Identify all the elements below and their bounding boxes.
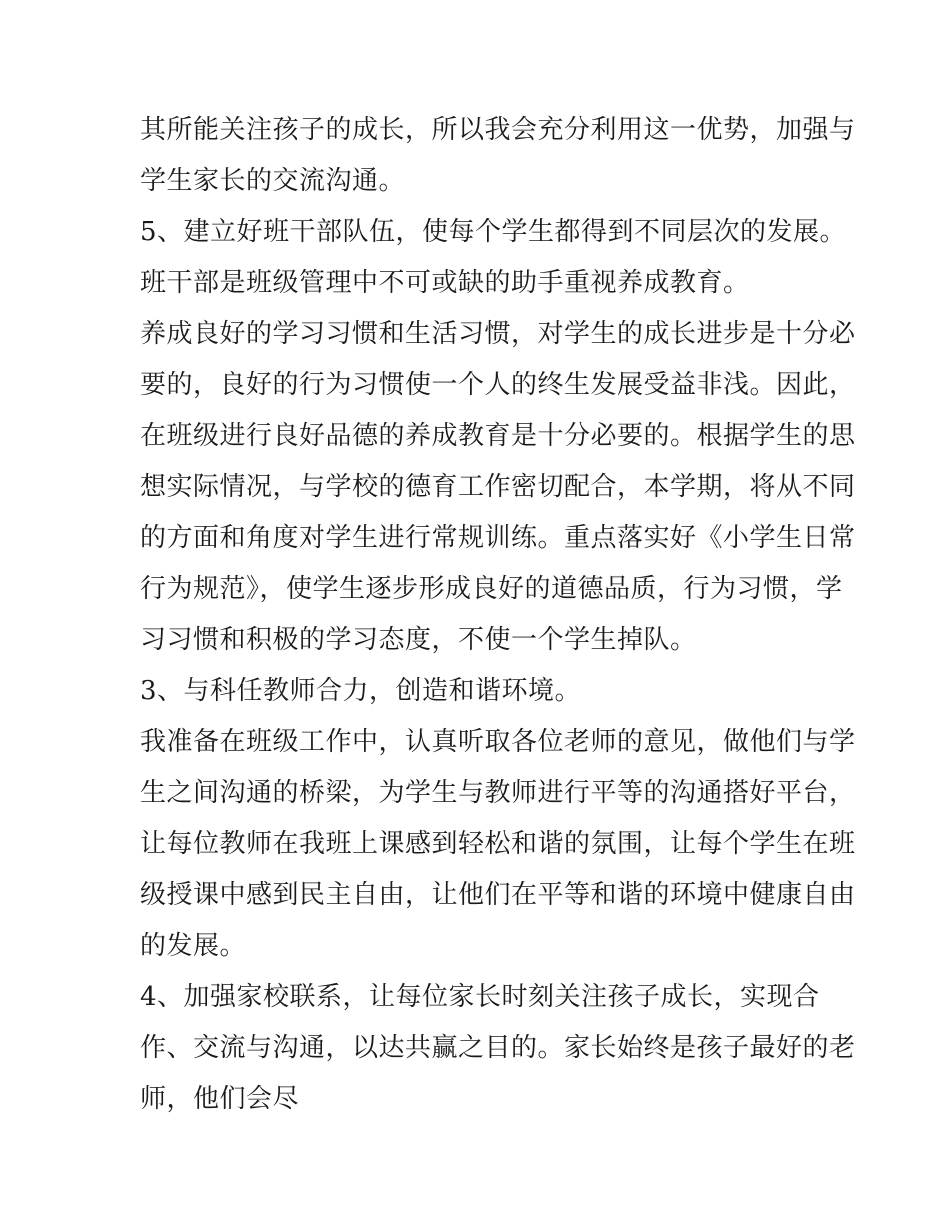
- text-line: 3、与科任教师合力，创造和谐环境。: [140, 676, 582, 706]
- text-line: 师，他们会尽: [140, 1084, 300, 1114]
- text-line: 学生家长的交流沟通。: [140, 166, 406, 196]
- text-line: 生之间沟通的桥梁，为学生与教师进行平等的沟通搭好平台，: [140, 778, 856, 808]
- text-line: 在班级进行良好品德的养成教育是十分必要的。根据学生的思: [140, 421, 856, 451]
- text-line: 4、加强家校联系，让每位家长时刻关注孩子成长，实现合: [140, 982, 820, 1012]
- text-line: 班干部是班级管理中不可或缺的助手重视养成教育。: [140, 268, 750, 298]
- text-line: 习习惯和积极的学习态度，不使一个学生掉队。: [140, 625, 697, 655]
- text-line: 的方面和角度对学生进行常规训练。重点落实好《小学生日常: [140, 523, 856, 553]
- text-line: 其所能关注孩子的成长，所以我会充分利用这一优势，加强与: [140, 115, 856, 145]
- text-line: 想实际情况，与学校的德育工作密切配合，本学期，将从不同: [140, 472, 856, 502]
- text-line: 5、建立好班干部队伍，使每个学生都得到不同层次的发展。: [140, 217, 847, 247]
- text-line: 作、交流与沟通，以达共赢之目的。家长始终是孩子最好的老: [140, 1033, 856, 1063]
- text-line: 让每位教师在我班上课感到轻松和谐的氛围，让每个学生在班: [140, 829, 856, 859]
- text-line: 级授课中感到民主自由，让他们在平等和谐的环境中健康自由: [140, 880, 856, 910]
- text-line: 我准备在班级工作中，认真听取各位老师的意见，做他们与学: [140, 727, 856, 757]
- text-line: 养成良好的学习习惯和生活习惯，对学生的成长进步是十分必: [140, 319, 856, 349]
- text-line: 行为规范》，使学生逐步形成良好的道德品质，行为习惯，学: [140, 574, 843, 604]
- text-line: 的发展。: [140, 931, 247, 961]
- text-line: 要的，良好的行为习惯使一个人的终生发展受益非浅。因此，: [140, 370, 856, 400]
